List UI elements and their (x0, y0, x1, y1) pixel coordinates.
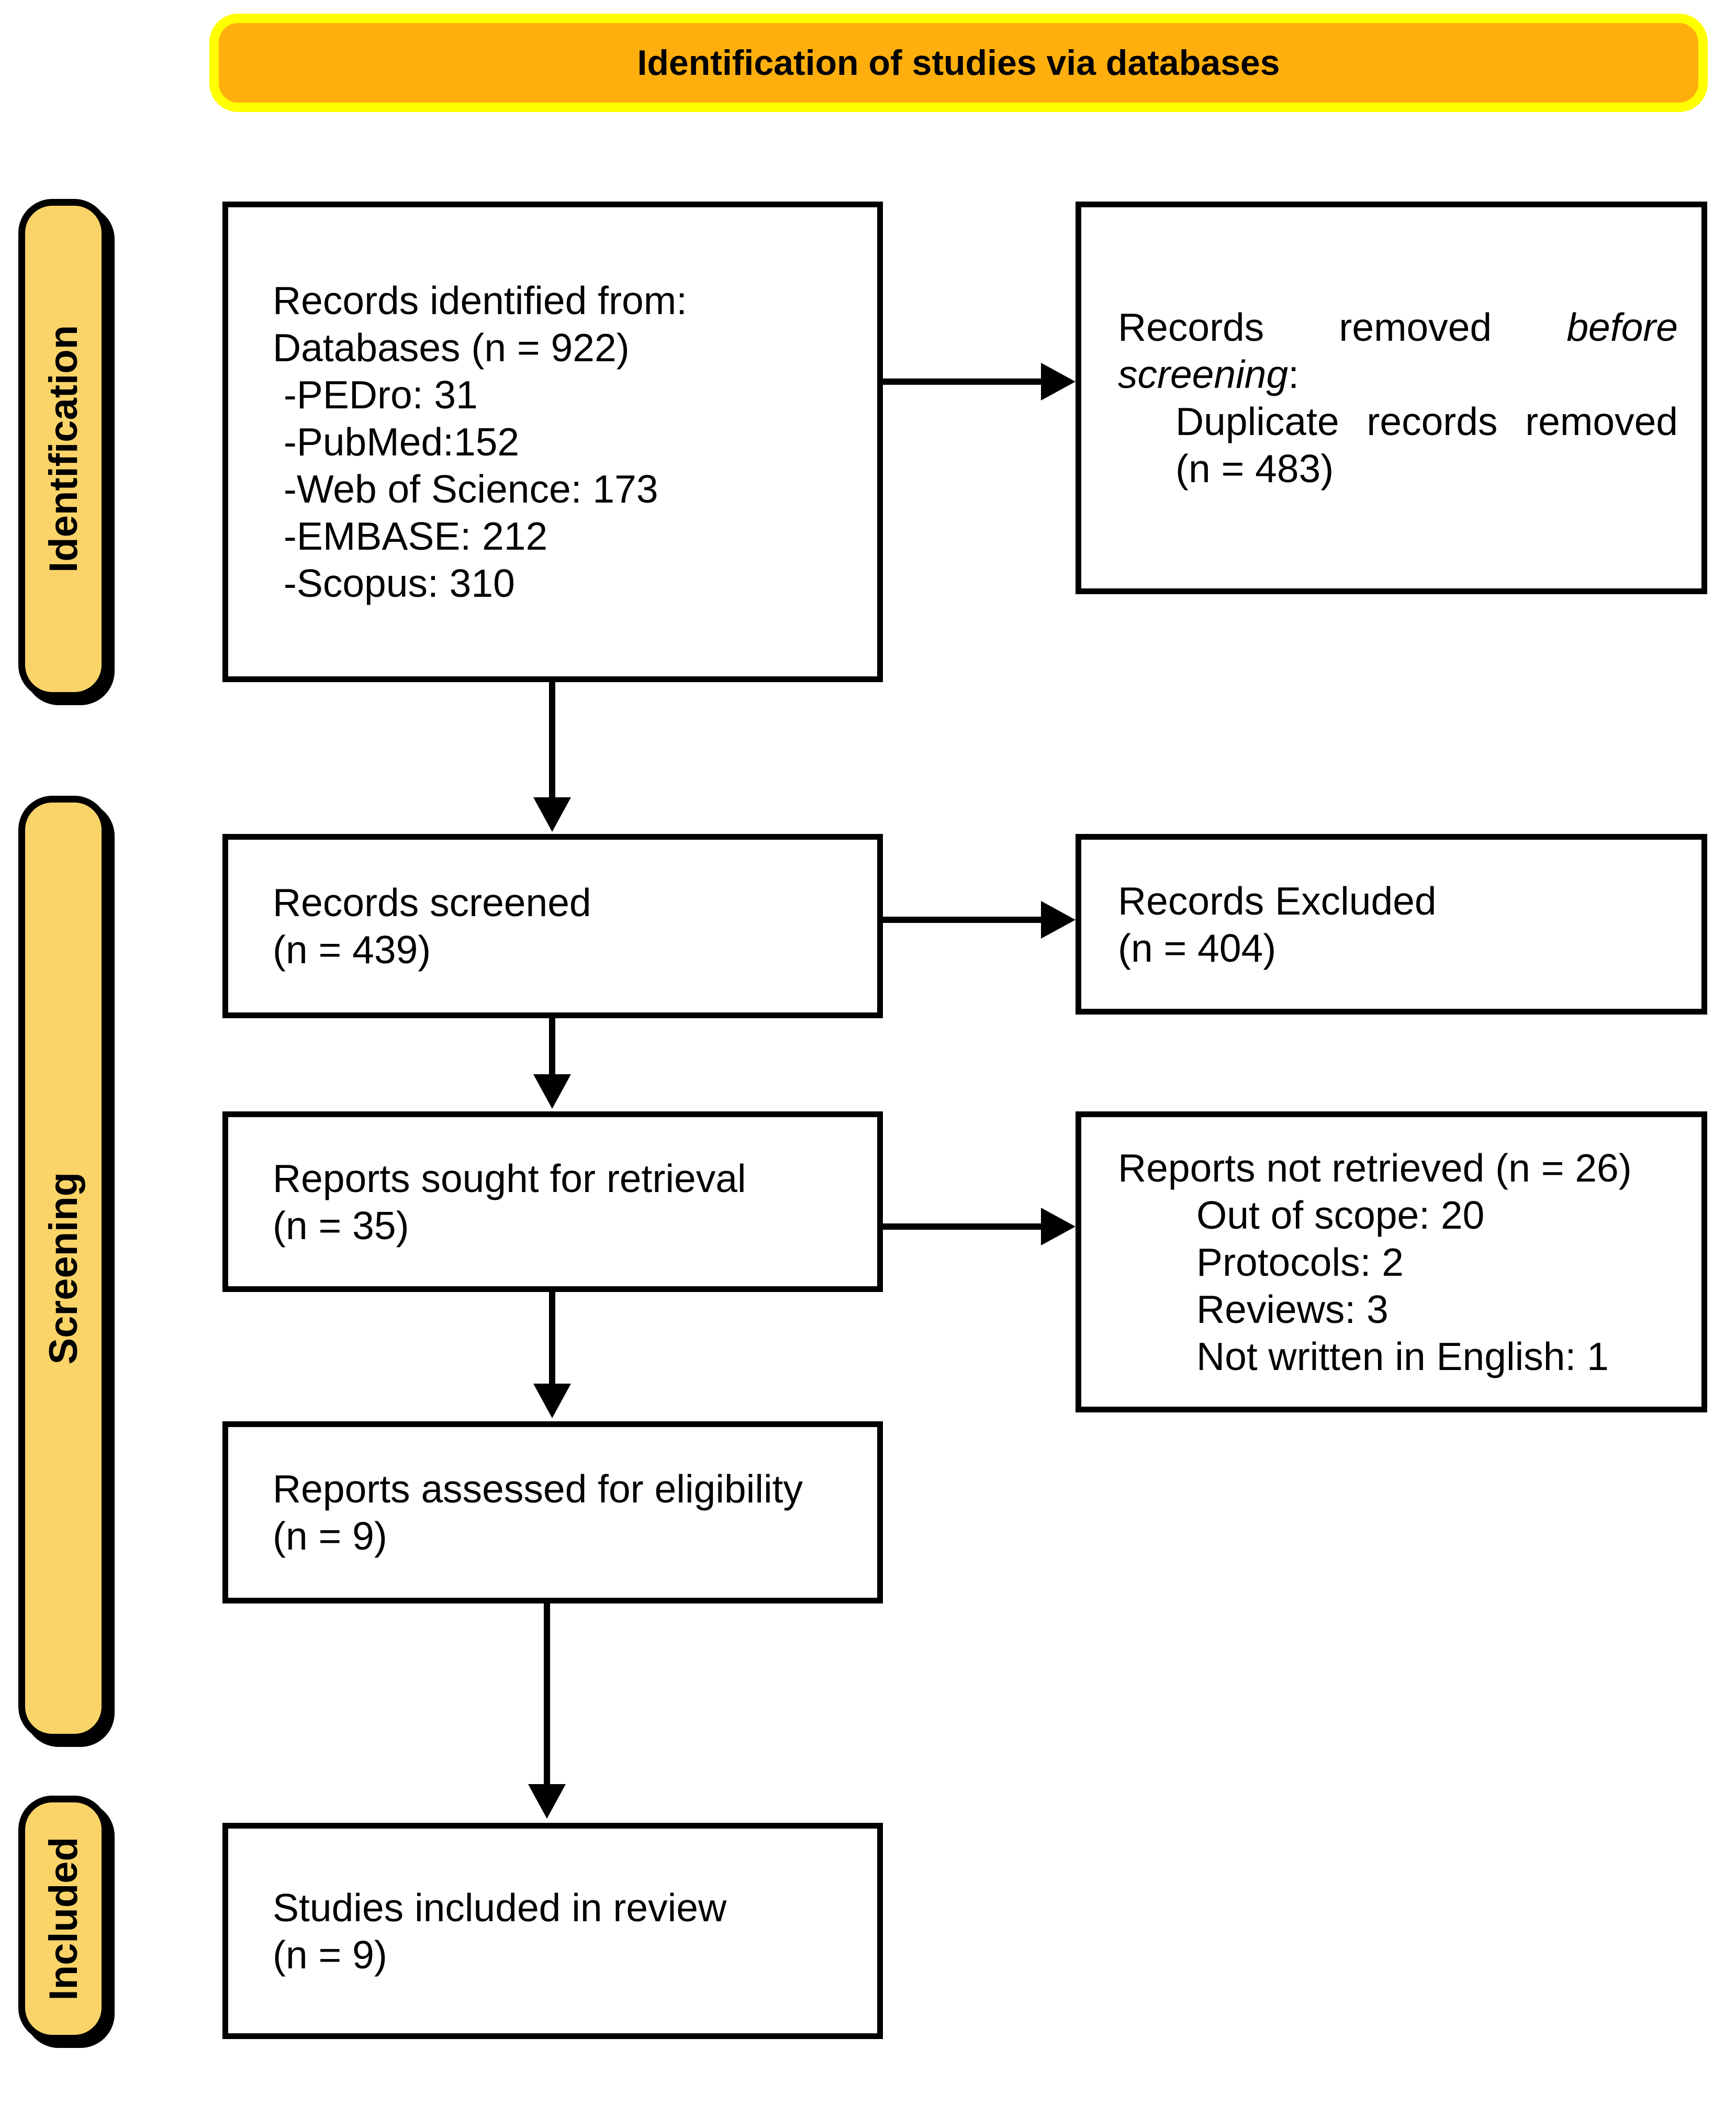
arrow-line (544, 1602, 550, 1785)
arrow-line (549, 681, 555, 798)
box-records-removed (1076, 202, 1707, 594)
records-identified-line: -Web of Science: 173 (273, 467, 658, 511)
records-identified-line: -Scopus: 310 (273, 561, 515, 605)
not-retrieved-heading: Reports not retrieved (n = 26) (1118, 1145, 1632, 1190)
not-retrieved-item: Out of scope: 20 (1196, 1193, 1485, 1237)
stage-label-included-text: Included (41, 1836, 86, 2001)
records-identified-line: -PubMed:152 (273, 420, 520, 464)
box-records-screened (222, 834, 883, 1018)
stage-label-included (18, 1796, 108, 2042)
reports-sought-line: Reports sought for retrieval (273, 1156, 746, 1200)
box-reports-not-retrieved (1076, 1111, 1707, 1412)
records-excluded-count: (n = 404) (1118, 926, 1276, 970)
records-removed-text: Records removed (1118, 305, 1567, 349)
arrowhead-down-icon (528, 1784, 566, 1819)
records-screened-count: (n = 439) (273, 928, 431, 972)
studies-included-line: Studies included in review (273, 1885, 727, 1930)
records-identified-line: Databases (n = 922) (273, 326, 630, 370)
box-reports-sought (222, 1111, 883, 1292)
records-excluded-line: Records Excluded (1118, 878, 1437, 923)
records-identified-line: -PEDro: 31 (273, 373, 478, 417)
stage-label-screening (18, 796, 108, 1741)
arrowhead-right-icon (1041, 901, 1076, 939)
records-removed-heading (1118, 304, 1689, 398)
records-identified-line: -EMBASE: 212 (273, 514, 548, 558)
arrowhead-down-icon (533, 797, 571, 832)
not-retrieved-item: Not written in English: 1 (1196, 1334, 1609, 1378)
box-records-identified (222, 202, 883, 682)
records-identified-line: Records identified from: (273, 279, 688, 322)
arrow-line (883, 1223, 1043, 1230)
box-studies-included (222, 1823, 883, 2039)
reports-assessed-line: Reports assessed for eligibility (273, 1467, 803, 1511)
records-removed-italic: before screening (1118, 305, 1689, 396)
banner (209, 14, 1708, 112)
stage-label-identification (18, 199, 108, 699)
reports-assessed-count: (n = 9) (273, 1514, 387, 1558)
not-retrieved-item: Protocols: 2 (1196, 1240, 1404, 1284)
records-screened-line: Records screened (273, 881, 591, 925)
stage-label-identification-text: Identification (41, 325, 86, 573)
duplicates-removed-detail: Duplicate records removed (n = 483) (1175, 399, 1689, 491)
arrow-line (549, 1290, 555, 1385)
stage-label-screening-text: Screening (41, 1172, 86, 1365)
box-reports-assessed (222, 1421, 883, 1603)
arrowhead-down-icon (533, 1074, 571, 1109)
arrowhead-right-icon (1041, 363, 1076, 400)
studies-included-count: (n = 9) (273, 1932, 387, 1977)
banner-title: Identification of studies via databases (637, 43, 1280, 83)
arrow-line (883, 917, 1043, 923)
not-retrieved-item: Reviews: 3 (1196, 1287, 1388, 1331)
arrow-line (549, 1017, 555, 1075)
reports-sought-count: (n = 35) (273, 1203, 409, 1248)
box-records-excluded (1076, 834, 1707, 1015)
arrow-line (883, 378, 1043, 385)
records-removed-colon: : (1288, 352, 1300, 396)
arrowhead-right-icon (1041, 1208, 1076, 1245)
arrowhead-down-icon (533, 1384, 571, 1418)
